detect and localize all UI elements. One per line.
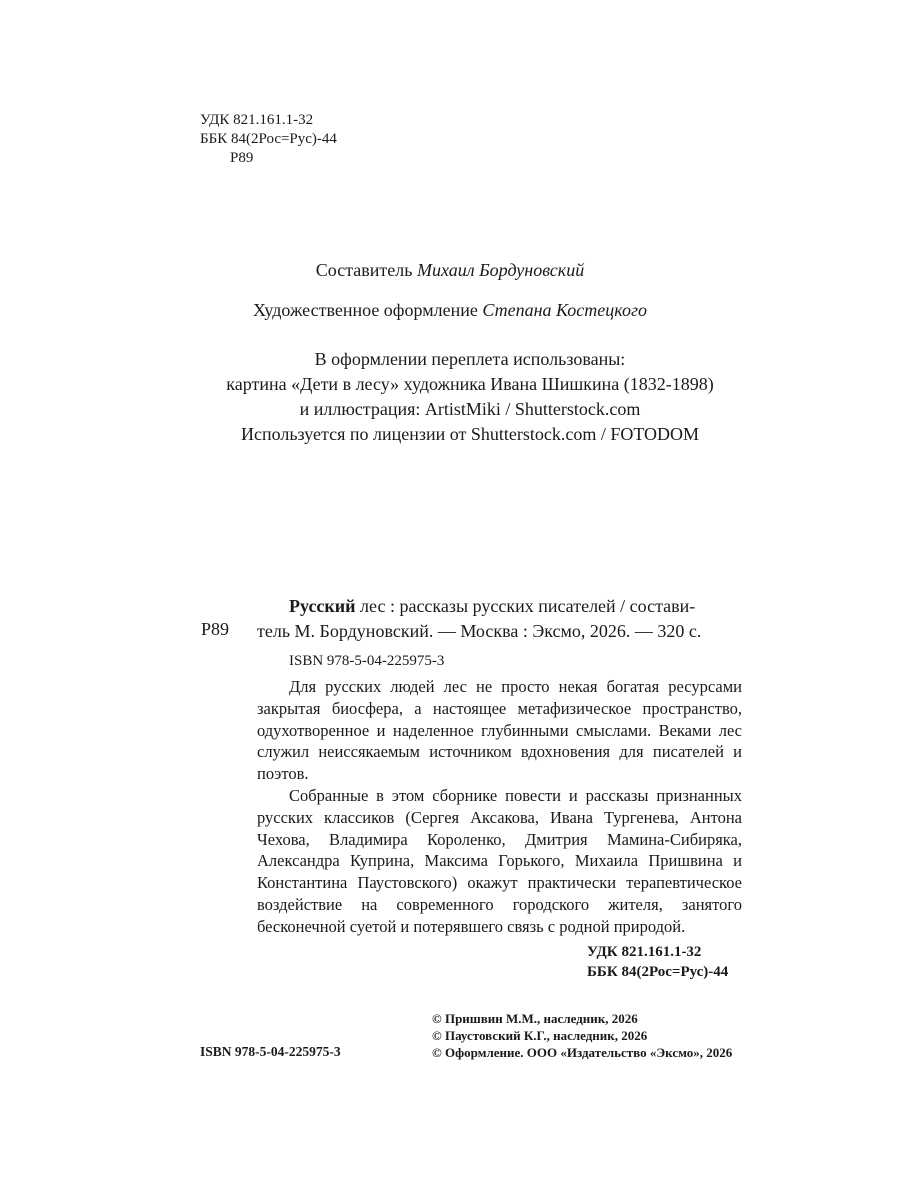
udk-code: УДК 821.161.1-32 [200,112,314,128]
annotation [257,676,742,938]
copyright-line: © Пришвин М.М., наследник, 2026 [432,1011,638,1026]
biblio-isbn: ISBN 978-5-04-225975-3 [289,653,445,669]
cover-notes [0,347,900,447]
author-mark: Р89 [230,150,254,166]
cover-note-line: Используется по лицензии от Shutterstock.com / FOTODOM [240,424,700,444]
udk-code-bold: УДК 821.161.1-32 [587,944,702,960]
design-label: Художественное оформление [252,300,478,320]
cover-note-line: и иллюстрация: ArtistMiki / Shutterstock.com [299,399,641,419]
bbk-code: ББК 84(2Рос=Рус)-44 [200,131,337,147]
design-credit [0,300,900,321]
bbk-code-bold: ББК 84(2Рос=Рус)-44 [587,964,729,980]
cover-note-line: В оформлении переплета использованы: [314,349,626,369]
biblio-title-bold: Русский [289,596,356,616]
copyright-line: © Паустовский К.Г., наследник, 2026 [432,1028,648,1043]
biblio-line-2: тель М. Бордуновский. — Москва : Эксмо, 2026. — 320 с. [257,621,702,641]
compiler-name: Михаил Бордуновский [416,260,585,280]
compiler-label: Составитель [315,260,413,280]
annotation-paragraph: Собранные в этом сборнике повести и рассказы признанных русских классиков (Сергея Аксакова, Ивана Тургенева, Антона Чехова, Владимира Короленко, Дмитрия Мамина-Сибиряка, Александра Куприна, Максима Горького, Михаила Пришвина и Константина Паустовского) окажут практически терапевтическое воздействие на современного городского жителя, занятого бесконечной суетой и потерявшего связь с родной природой. [257,785,742,936]
cover-note-line: картина «Дети в лесу» художника Ивана Шишкина (1832-1898) [226,374,714,394]
isbn-bottom: ISBN 978-5-04-225975-3 [200,1044,341,1059]
biblio-author-mark: Р89 [201,619,230,639]
copyright-notices [432,1010,732,1061]
designer-name: Степана Костецкого [482,300,648,320]
classification-codes [200,111,337,168]
bottom-classification-codes [587,942,728,982]
biblio-record [257,594,741,644]
compiler-credit [0,260,900,281]
copyright-line: © Оформление. ООО «Издательство «Эксмо», 2026 [432,1045,733,1060]
biblio-line-1 [257,594,741,619]
annotation-paragraph: Для русских людей лес не просто некая богатая ресурсами закрытая биосфера, а настоящее метафизическое пространство, одухотворенное и наделенное глубинными смыслами. Веками лес служил неиссякаемым источником вдохновения для писателей и поэтов. [257,677,742,784]
biblio-title-rest: лес : рассказы русских писателей / состави- [355,596,696,616]
